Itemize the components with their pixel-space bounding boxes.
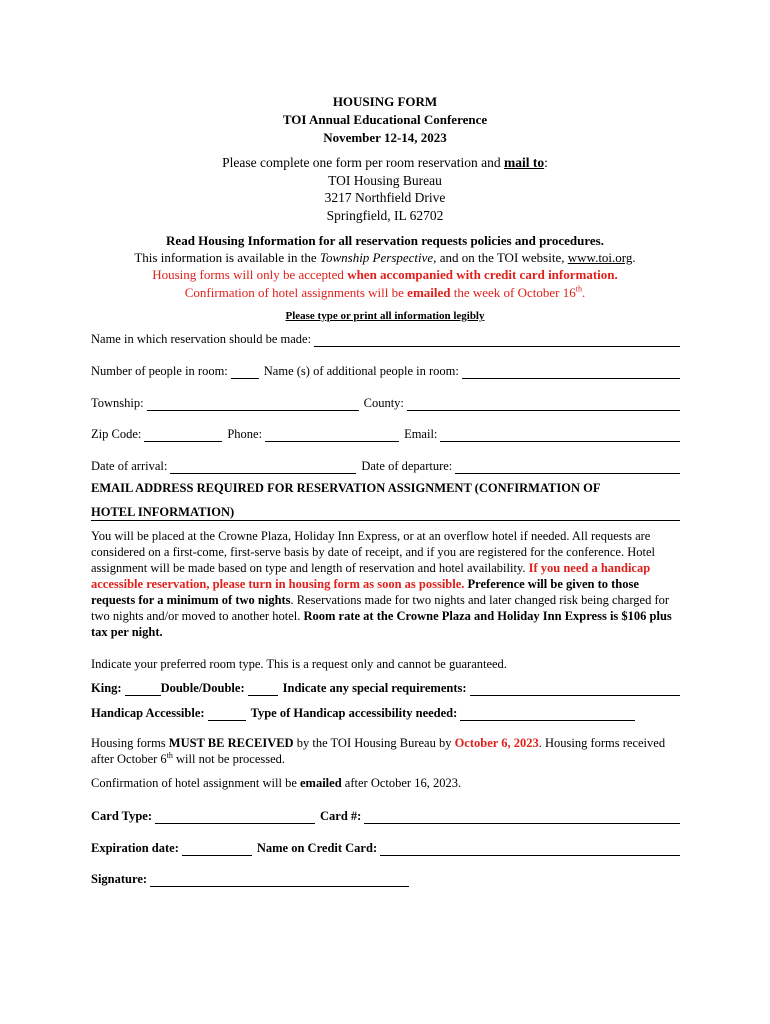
deadline-end: will not be processed. [172, 752, 286, 766]
handicap-field[interactable] [208, 707, 246, 721]
info-availability [0, 249, 770, 266]
email-required-line2: HOTEL INFORMATION) [91, 503, 680, 521]
special-requirements-label: Indicate any special requirements: [282, 681, 467, 695]
confirm-prefix: Confirmation of hotel assignments will be [184, 285, 408, 300]
departure-field[interactable] [455, 460, 680, 474]
people-label: Number of people in room: [91, 364, 228, 378]
info-mid: and on the TOI website, [436, 250, 568, 265]
name-on-card-field[interactable] [380, 842, 680, 856]
contact-row [91, 424, 680, 442]
confirmation-notice [0, 284, 770, 301]
info-prefix: This information is available in the [134, 250, 320, 265]
phone-field[interactable] [265, 428, 399, 442]
king-label: King: [91, 681, 122, 695]
preferred-room-text: Indicate your preferred room type. This is a request only and cannot be guaranteed. [91, 657, 507, 671]
people-count-field[interactable] [231, 365, 259, 379]
arrival-field[interactable] [170, 460, 356, 474]
mail-to-colon: : [544, 155, 548, 170]
address-line: 3217 Northfield Drive [324, 190, 446, 205]
conference-name: TOI Annual Educational Conference [282, 112, 488, 127]
name-on-card-colon: : [372, 841, 378, 855]
email-required-line1: EMAIL ADDRESS REQUIRED FOR RESERVATION ASSIGNMENT (CONFIRMATION OF [91, 481, 601, 495]
name-field[interactable] [314, 333, 680, 347]
website-link[interactable]: www.toi.org [567, 250, 633, 265]
people-row [91, 361, 680, 379]
card-row [91, 806, 680, 824]
card-number-colon: : [357, 809, 362, 823]
address-line: TOI Housing Bureau [328, 173, 442, 188]
mailing-instructions [0, 154, 770, 172]
card-type-label: Card Type [91, 809, 148, 823]
deadline-paragraph [91, 735, 681, 767]
mail-to-label: mail to [504, 155, 545, 170]
conference-dates: November 12-14, 2023 [323, 130, 447, 145]
publication-name: Township Perspective, [319, 250, 437, 265]
type-print-note: Please type or print all information legibly [285, 310, 485, 322]
handicap-notice: If you need a handicap accessible reservation, please turn in housing form as soon as possible. [91, 561, 651, 591]
accepted-bold: when accompanied with credit card information. [347, 267, 618, 282]
king-row [91, 678, 680, 696]
deadline-mid: by the TOI Housing Bureau by [293, 736, 455, 750]
additional-people-field[interactable] [462, 365, 680, 379]
handicap-row [91, 703, 635, 721]
mailing-intro: Please complete one form per room reservation and [222, 155, 504, 170]
signature-label: Signature [91, 872, 143, 886]
double-colon: : [240, 681, 245, 695]
credit-card-requirement [0, 266, 770, 283]
name-label: Name in which reservation should be made: [91, 332, 312, 346]
expiration-row [91, 838, 680, 856]
placement-text: You will be placed at the Crowne Plaza, Holiday Inn Express, or at an overflow hotel if needed. All requests are considered on a first-come, first-serve basis by date of receipt, and if you are registered for the conference. Hotel assignment will be made based on type and length of reservation and hotel availability. [91, 529, 655, 575]
form-title: HOUSING FORM [332, 94, 438, 109]
deadline-prefix: Housing forms [91, 736, 169, 750]
double-label: Double/Double [160, 681, 241, 695]
info-end: . [632, 250, 636, 265]
handicap-colon: : [200, 706, 205, 720]
confirm-bold: emailed [407, 285, 451, 300]
card-type-colon: : [147, 809, 153, 823]
signature-row [91, 869, 409, 887]
deadline-suffix: . Housing forms received after October 6 [91, 736, 666, 766]
handicap-type-label: Type of Handicap accessibility needed: [250, 706, 458, 720]
handicap-type-field[interactable] [460, 707, 635, 721]
township-label: Township: [91, 396, 144, 410]
deadline-date: October 6, 2023 [454, 736, 539, 750]
confirm-sup: th [575, 284, 582, 294]
king-field[interactable] [125, 682, 161, 696]
placement-text-2: . Reservations made for two nights and later changed risk being charged for two nights and/or moved to another hotel. [91, 593, 670, 623]
accepted-prefix: Housing forms will only be accepted [152, 267, 348, 282]
confirm-email-prefix: Confirmation of hotel assignment will be [91, 776, 300, 790]
arrival-label: Date of arrival: [91, 459, 168, 473]
address-line: Springfield, IL 62702 [326, 208, 444, 223]
zip-label: Zip Code: [91, 427, 142, 441]
county-field[interactable] [407, 397, 680, 411]
confirm-end: . [582, 285, 586, 300]
expiration-colon: : [174, 841, 179, 855]
township-row [91, 393, 680, 411]
placement-paragraph [91, 528, 681, 640]
confirm-suffix: the week of October 16 [450, 285, 576, 300]
preference-notice: Preference will be given to those requests for a minimum of two nights [91, 577, 639, 607]
card-type-field[interactable] [155, 810, 315, 824]
email-field[interactable] [440, 428, 680, 442]
handicap-label: Handicap Accessible [91, 706, 201, 720]
expiration-label: Expiration date [91, 841, 175, 855]
room-rate-notice: Room rate at the Crowne Plaza and Holiday Inn Express is $106 plus tax per night. [91, 609, 672, 639]
deadline-sup: th [166, 750, 173, 760]
confirm-email-bold: emailed [300, 776, 342, 790]
double-field[interactable] [248, 682, 278, 696]
name-row [91, 329, 680, 347]
zip-field[interactable] [144, 428, 222, 442]
additional-people-label: Name (s) of additional people in room: [263, 364, 459, 378]
read-housing-info: Read Housing Information for all reservation requests policies and procedures. [166, 233, 604, 248]
dates-row [91, 456, 680, 474]
confirm-email-suffix: after October 16, 2023. [341, 776, 462, 790]
name-on-card-label: Name on Credit Card [256, 841, 373, 855]
confirmation-email-note [91, 775, 681, 791]
card-number-field[interactable] [364, 810, 680, 824]
departure-label: Date of departure: [361, 459, 453, 473]
expiration-field[interactable] [182, 842, 252, 856]
phone-label: Phone: [227, 427, 263, 441]
signature-field[interactable] [150, 873, 409, 887]
email-label: Email: [404, 427, 438, 441]
must-be-received: MUST BE RECEIVED [168, 736, 294, 750]
special-requirements-field[interactable] [470, 682, 680, 696]
county-label: County: [363, 396, 404, 410]
signature-colon: : [142, 872, 148, 886]
township-field[interactable] [147, 397, 359, 411]
card-number-label: Card # [320, 809, 358, 823]
